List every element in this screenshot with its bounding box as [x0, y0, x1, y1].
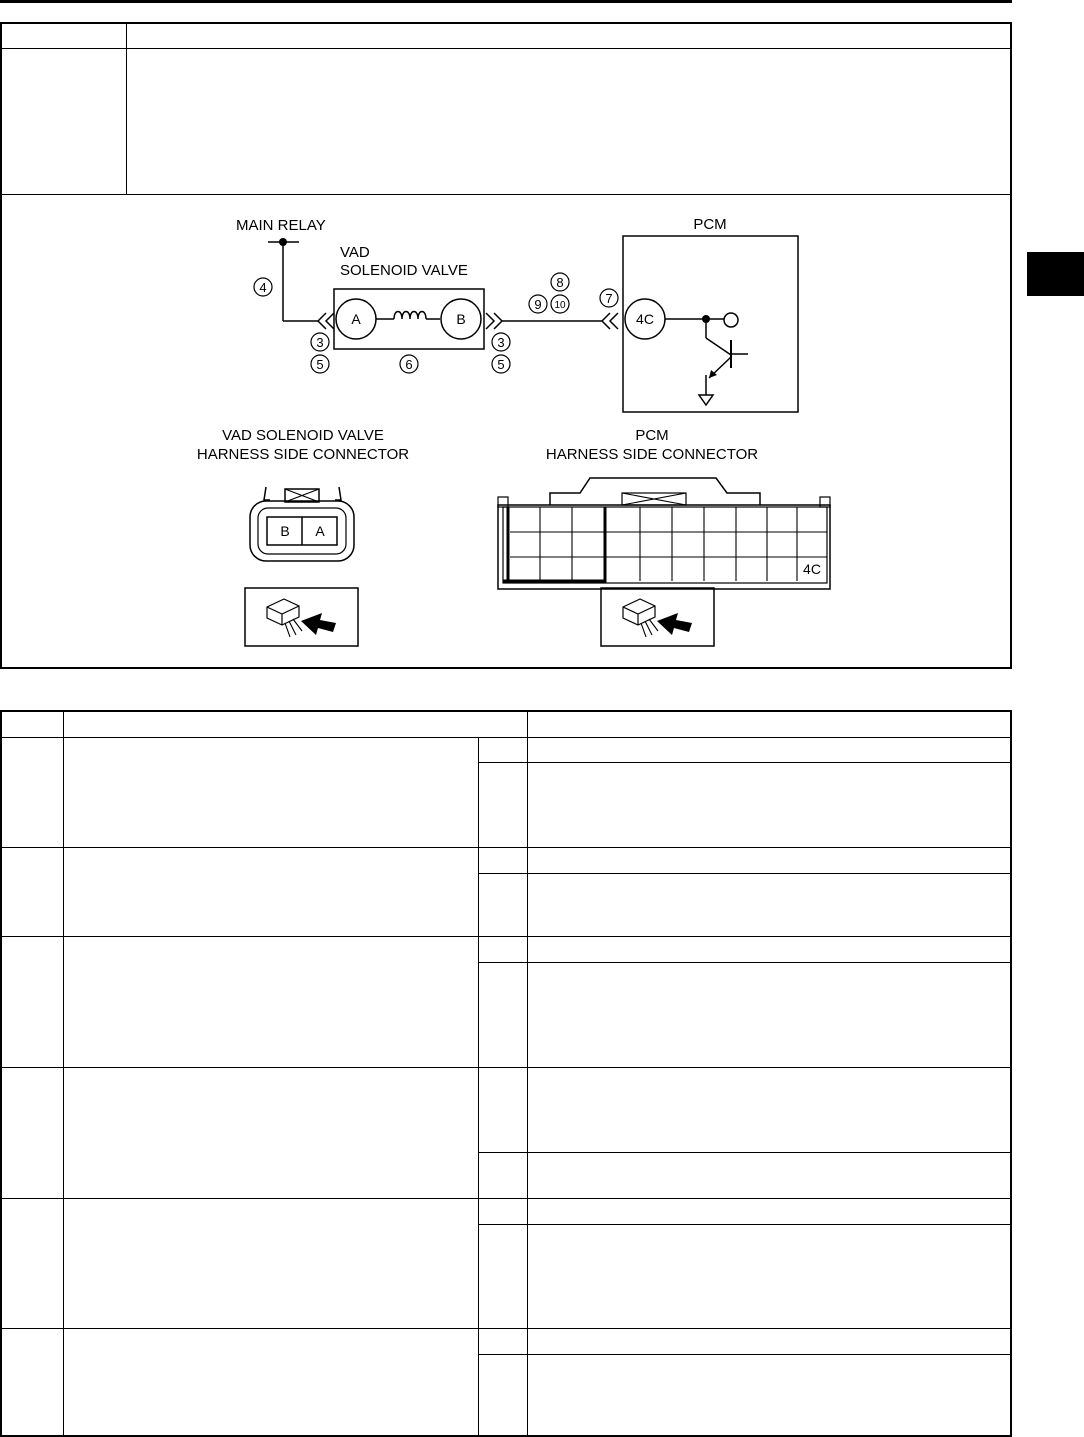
- vad-label-line1: VAD: [340, 244, 370, 261]
- pcm-connector-title-line1: PCM: [635, 427, 669, 444]
- vad-connector-face: [250, 487, 354, 561]
- svg-text:9: 9: [534, 297, 542, 312]
- top-rule: [0, 0, 1012, 3]
- callout-6: [400, 355, 418, 373]
- callout-7: [600, 289, 618, 307]
- pcm-connector-face: [498, 478, 830, 589]
- terminal-a-label: A: [351, 311, 361, 327]
- vad-connector-title-line2: HARNESS SIDE CONNECTOR: [196, 446, 410, 463]
- callout-5-left: [311, 355, 329, 373]
- step-row-divider: [2, 847, 1010, 848]
- coil-symbol: [394, 312, 426, 320]
- svg-text:10: 10: [554, 300, 566, 311]
- step-row-divider: [2, 1067, 1010, 1068]
- pcm-output-node: [724, 313, 738, 327]
- callout-4: [254, 278, 272, 296]
- answer-row-divider: [478, 762, 1010, 763]
- svg-text:7: 7: [605, 291, 613, 306]
- terminal-4c-label: 4C: [636, 311, 654, 327]
- action-column-divider: [527, 712, 528, 737]
- info-column-divider: [126, 24, 127, 194]
- answer-row-divider: [478, 1152, 1010, 1153]
- svg-text:6: 6: [405, 357, 413, 372]
- vad-connector-pin-b: B: [280, 523, 290, 539]
- harness-side-view-icon: [245, 588, 358, 646]
- svg-text:3: 3: [316, 335, 324, 350]
- step-row-divider: [2, 936, 1010, 937]
- step-row-divider: [2, 1328, 1010, 1329]
- svg-text:3: 3: [497, 335, 505, 350]
- info-header-divider: [2, 48, 1010, 49]
- pcm-connector-pin-4c: 4C: [803, 561, 821, 577]
- callout-9: [529, 295, 547, 313]
- main-relay-label: MAIN RELAY: [236, 217, 326, 234]
- callout-10: [551, 295, 569, 313]
- wiring-diagram: [0, 195, 1010, 665]
- answer-column-divider: [478, 737, 479, 1435]
- pcm-connector-title-line2: HARNESS SIDE CONNECTOR: [545, 446, 759, 463]
- svg-text:8: 8: [556, 275, 564, 290]
- callout-3-right: [492, 333, 510, 351]
- answer-row-divider: [478, 873, 1010, 874]
- answer-row-divider: [478, 962, 1010, 963]
- steps-header-divider: [2, 737, 1010, 738]
- terminal-b-label: B: [456, 311, 466, 327]
- vad-connector-title-line1: VAD SOLENOID VALVE: [222, 427, 384, 444]
- ground-icon: [699, 395, 713, 405]
- callout-8: [551, 273, 569, 291]
- step-row-divider: [2, 1198, 1010, 1199]
- vad-label-line2: SOLENOID VALVE: [340, 262, 468, 279]
- vad-connector-pin-a: A: [315, 523, 325, 539]
- result-column-divider: [527, 737, 528, 1435]
- callout-3-left: [311, 333, 329, 351]
- section-tab: [1027, 252, 1084, 296]
- svg-text:5: 5: [316, 357, 324, 372]
- harness-side-view-icon: [601, 588, 714, 646]
- answer-row-divider: [478, 1354, 1010, 1355]
- svg-text:4: 4: [259, 280, 267, 295]
- answer-row-divider: [478, 1224, 1010, 1225]
- step-column-divider: [63, 712, 64, 1435]
- svg-text:5: 5: [497, 357, 505, 372]
- pcm-label: PCM: [693, 216, 727, 233]
- callout-5-right: [492, 355, 510, 373]
